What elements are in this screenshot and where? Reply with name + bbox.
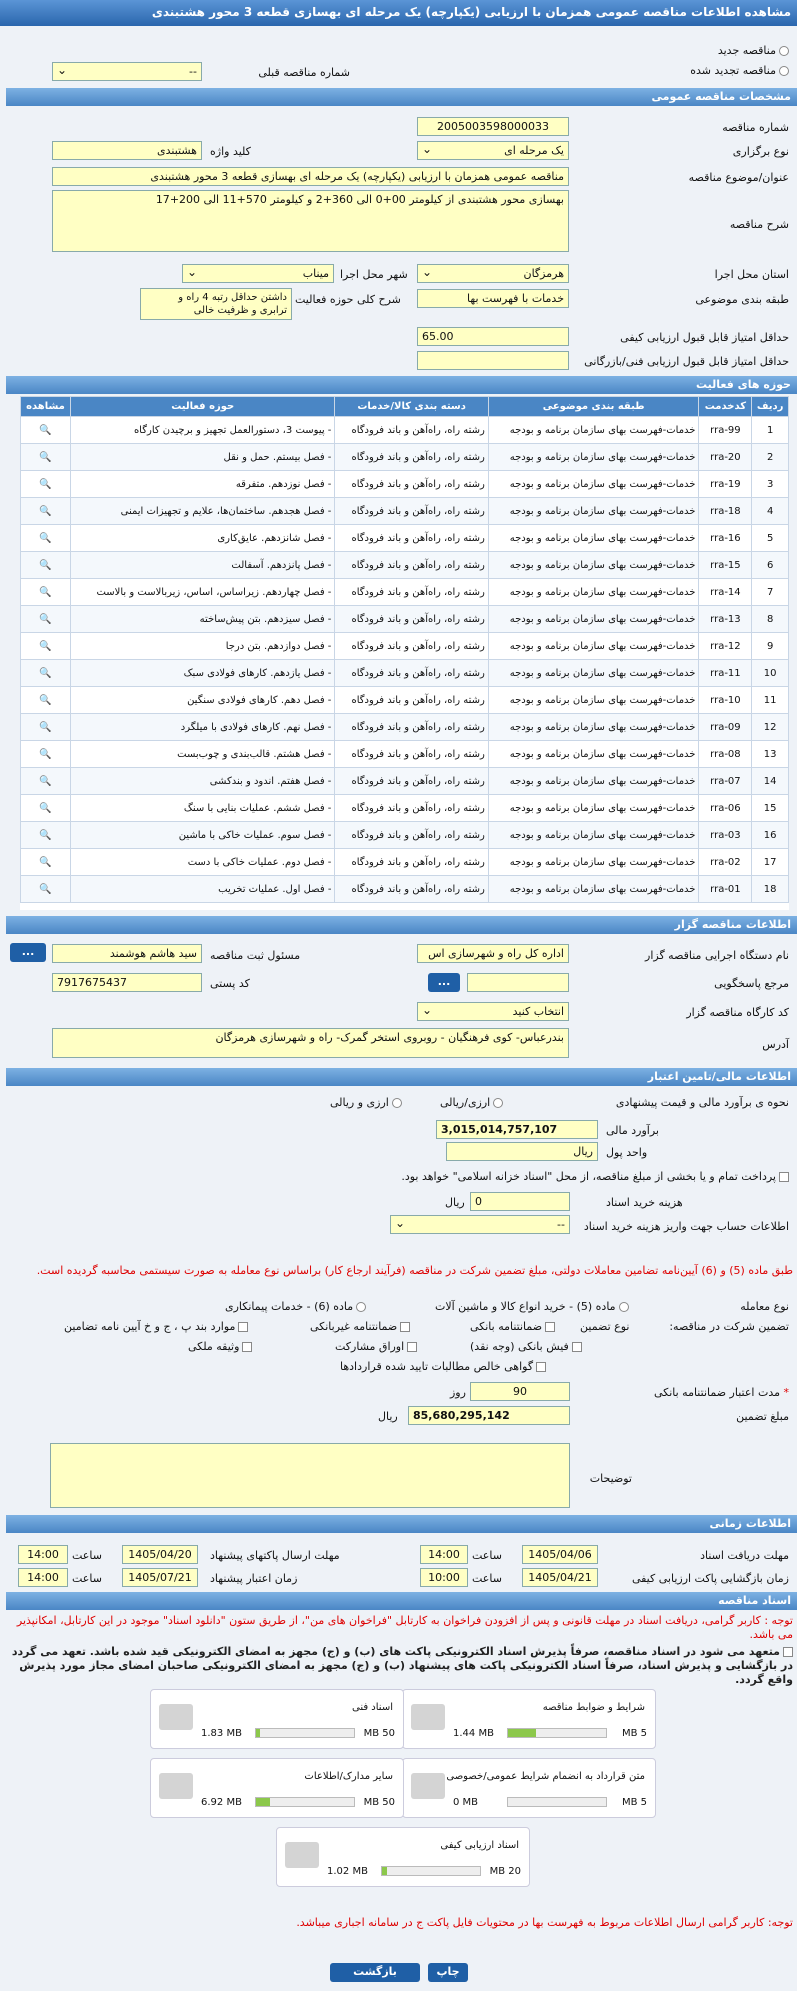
doc-card-name: سایر مدارک/اطلاعات: [304, 1771, 393, 1782]
guarantee-type-label: نوع تضمین: [580, 1320, 630, 1333]
resp-field: سید هاشم هوشمند: [52, 944, 202, 963]
validity-unit: روز: [450, 1386, 466, 1399]
table-cell: رشته راه، راه‌آهن و باند فرودگاه: [335, 471, 488, 498]
view-icon[interactable]: 🔍: [21, 417, 71, 444]
view-icon[interactable]: 🔍: [21, 660, 71, 687]
table-cell: - فصل سوم. عملیات خاکی با ماشین: [71, 822, 335, 849]
guar-property: [188, 1340, 252, 1353]
doc-card[interactable]: [276, 1827, 530, 1887]
doc-card-name: متن قرارداد به انضمام شرایط عمومی/خصوصی: [446, 1771, 645, 1782]
table-row: [21, 471, 789, 498]
currency-field: ریال: [446, 1142, 598, 1161]
table-cell: - فصل هشتم. قالب‌بندی و چوب‌بست: [71, 741, 335, 768]
table-cell: 6: [752, 552, 789, 579]
guar-bank: [470, 1320, 555, 1333]
back-button[interactable]: بازگشت: [330, 1963, 420, 1982]
doc-card-used: 1.83 MB: [201, 1728, 242, 1739]
table-cell: rra-16: [699, 525, 752, 552]
table-cell: خدمات-فهرست بهای سازمان برنامه و بودجه: [488, 741, 699, 768]
table-cell: rra-15: [699, 552, 752, 579]
table-cell: - فصل ششم. عملیات بنایی با سنگ: [71, 795, 335, 822]
guar-other: [64, 1320, 248, 1333]
table-row: [21, 660, 789, 687]
guar-bonds-checkbox[interactable]: [407, 1342, 417, 1352]
table-cell: rra-11: [699, 660, 752, 687]
city-select[interactable]: میناب ⌄: [182, 264, 334, 283]
guar-bank-label: ضمانتنامه بانکی: [470, 1320, 543, 1333]
deal-6-label: ماده (6) - خدمات پیمانکاری: [225, 1300, 354, 1313]
table-cell: rra-06: [699, 795, 752, 822]
view-icon[interactable]: 🔍: [21, 606, 71, 633]
table-cell: - فصل دوم. عملیات خاکی با دست: [71, 849, 335, 876]
activity-col-header: حوزه فعالیت: [71, 397, 335, 417]
table-cell: خدمات-فهرست بهای سازمان برنامه و بودجه: [488, 795, 699, 822]
open-date: 1405/04/21: [522, 1568, 598, 1587]
table-cell: خدمات-فهرست بهای سازمان برنامه و بودجه: [488, 633, 699, 660]
table-cell: - فصل بیستم. حمل و نقل: [71, 444, 335, 471]
table-cell: rra-01: [699, 876, 752, 903]
activity-table: [20, 396, 789, 903]
table-row: [21, 552, 789, 579]
table-cell: 10: [752, 660, 789, 687]
docs-footer-note: توجه: کاربر گرامی ارسال اطلاعات مربوط به فهرست بها در محتویات فایل پاکت ج در سامانه اجباری میباشد.: [296, 1916, 793, 1929]
table-cell: 9: [752, 633, 789, 660]
validity-label: * مدت اعتبار ضمانتنامه بانکی: [653, 1386, 789, 1399]
table-row: [21, 633, 789, 660]
time-header: اطلاعات زمانی: [6, 1515, 797, 1533]
province-select[interactable]: هرمزگان ⌄: [417, 264, 569, 283]
table-row: [21, 849, 789, 876]
table-cell: رشته راه، راه‌آهن و باند فرودگاه: [335, 849, 488, 876]
table-cell: rra-13: [699, 606, 752, 633]
desc-field: بهسازی محور هشتبندی از کیلومتر 00+0 الی 360+2 و کیلومتر 570+11 الی 200+17: [52, 190, 569, 252]
view-icon[interactable]: 🔍: [21, 741, 71, 768]
table-cell: - فصل شانزدهم. عایق‌کاری: [71, 525, 335, 552]
guarantee-warning: طبق ماده (5) و (6) آیین‌نامه تضامین معاملات دولتی، مبلغ تضمین شرکت در مناقصه (فرآیند ارجاع کار) براساس نوع معامله به صورت سیستمی محاسبه گردیده است.: [36, 1264, 793, 1277]
table-cell: rra-10: [699, 687, 752, 714]
radio-rial-label: ارزی/ریالی: [440, 1096, 491, 1109]
number-field: 2005003598000033: [417, 117, 569, 136]
table-cell: 14: [752, 768, 789, 795]
radio-renew[interactable]: [690, 64, 789, 77]
table-cell: - فصل دهم. کارهای فولادی سنگین: [71, 687, 335, 714]
doc-card-bar: [507, 1728, 607, 1738]
address-field: بندرعباس- کوی فرهنگیان - روبروی استخر گمرک- راه و شهرسازی هرمزگان: [52, 1028, 569, 1058]
guar-property-checkbox[interactable]: [242, 1342, 252, 1352]
view-icon[interactable]: 🔍: [21, 876, 71, 903]
radio-rial[interactable]: [440, 1096, 503, 1109]
table-cell: خدمات-فهرست بهای سازمان برنامه و بودجه: [488, 552, 699, 579]
finance-header: اطلاعات مالی/تامین اعتبار: [6, 1068, 797, 1086]
table-cell: 16: [752, 822, 789, 849]
table-row: [21, 687, 789, 714]
doc-card-name: شرایط و ضوابط مناقصه: [542, 1702, 645, 1713]
view-icon[interactable]: 🔍: [21, 795, 71, 822]
folder-icon: [411, 1704, 445, 1730]
table-row: [21, 498, 789, 525]
prev-number-label: شماره مناقصه قبلی: [258, 66, 350, 79]
table-cell: 15: [752, 795, 789, 822]
table-cell: - فصل دوازدهم. بتن درجا: [71, 633, 335, 660]
table-cell: خدمات-فهرست بهای سازمان برنامه و بودجه: [488, 579, 699, 606]
account-select[interactable]: -- ⌄: [390, 1215, 570, 1234]
table-cell: خدمات-فهرست بهای سازمان برنامه و بودجه: [488, 849, 699, 876]
table-row: [21, 417, 789, 444]
table-cell: - فصل هجدهم. ساختمان‌ها، علایم و تجهیزات ایمنی: [71, 498, 335, 525]
doc-card-bar: [255, 1797, 355, 1807]
resp-label: مسئول ثبت مناقصه: [210, 949, 301, 962]
activity-header: حوزه های فعالیت: [6, 376, 797, 394]
table-cell: - فصل نوزدهم. متفرقه: [71, 471, 335, 498]
table-cell: - پیوست 3، دستورالعمل تجهیز و برچیدن کارگاه: [71, 417, 335, 444]
table-cell: - فصل سیزدهم. بتن پیش‌ساخته: [71, 606, 335, 633]
table-cell: رشته راه، راه‌آهن و باند فرودگاه: [335, 525, 488, 552]
table-cell: خدمات-فهرست بهای سازمان برنامه و بودجه: [488, 660, 699, 687]
view-icon[interactable]: 🔍: [21, 633, 71, 660]
validity-time: 14:00: [18, 1568, 68, 1587]
guar-claims: [340, 1360, 546, 1373]
doc-card-name: اسناد فنی: [352, 1702, 393, 1713]
guar-cash-checkbox[interactable]: [572, 1342, 582, 1352]
guar-claims-checkbox[interactable]: [536, 1362, 546, 1372]
min-quality-field: 65.00: [417, 327, 569, 346]
scope-label: شرح کلی حوزه فعالیت: [295, 293, 401, 306]
budget-field: 3,015,014,757,107: [436, 1120, 598, 1139]
table-cell: 1: [752, 417, 789, 444]
table-row: [21, 768, 789, 795]
radio-deal-5[interactable]: [435, 1300, 629, 1313]
table-row: [21, 714, 789, 741]
keyword-label: کلید واژه: [210, 145, 251, 158]
recv-hour-label: ساعت: [472, 1549, 502, 1562]
doc-card-name: اسناد ارزیابی کیفی: [440, 1840, 519, 1851]
recv-label: مهلت دریافت اسناد: [700, 1549, 789, 1562]
table-cell: رشته راه، راه‌آهن و باند فرودگاه: [335, 687, 488, 714]
open-label: زمان بازگشایی پاکت ارزیابی کیفی: [631, 1572, 789, 1585]
activity-col-header: دسته بندی کالا/خدمات: [335, 397, 488, 417]
table-cell: - فصل اول. عملیات تخریب: [71, 876, 335, 903]
table-cell: rra-19: [699, 471, 752, 498]
radio-fx[interactable]: [330, 1096, 402, 1109]
ref-label: مرجع پاسخگویی: [714, 977, 789, 990]
validity-field: 90: [470, 1382, 570, 1401]
doc-card-bar: [381, 1866, 481, 1876]
table-cell: - فصل هفتم. اندود و بندکشی: [71, 768, 335, 795]
table-cell: رشته راه، راه‌آهن و باند فرودگاه: [335, 552, 488, 579]
docs-header: اسناد مناقصه: [6, 1592, 797, 1610]
send-date: 1405/04/20: [122, 1545, 198, 1564]
table-cell: رشته راه، راه‌آهن و باند فرودگاه: [335, 876, 488, 903]
number-label: شماره مناقصه: [722, 121, 789, 134]
keyword-field: هشتبندی: [52, 141, 202, 160]
doc-card-used: 1.44 MB: [453, 1728, 494, 1739]
send-hour-label: ساعت: [72, 1549, 102, 1562]
doc-card[interactable]: [150, 1689, 404, 1749]
table-cell: رشته راه، راه‌آهن و باند فرودگاه: [335, 660, 488, 687]
doc-card-used: 6.92 MB: [201, 1797, 242, 1808]
table-cell: 11: [752, 687, 789, 714]
org-name-field: اداره کل راه و شهرسازی اس: [417, 944, 569, 963]
desc-label: شرح مناقصه: [729, 218, 789, 231]
min-tech-field: [417, 351, 569, 370]
prev-number-select[interactable]: -- ⌄: [52, 62, 202, 81]
table-cell: خدمات-فهرست بهای سازمان برنامه و بودجه: [488, 498, 699, 525]
table-cell: خدمات-فهرست بهای سازمان برنامه و بودجه: [488, 714, 699, 741]
send-time: 14:00: [18, 1545, 68, 1564]
recv-date: 1405/04/06: [522, 1545, 598, 1564]
table-cell: rra-08: [699, 741, 752, 768]
open-time: 10:00: [420, 1568, 468, 1587]
view-icon[interactable]: 🔍: [21, 552, 71, 579]
activity-col-header: طبقه بندی موضوعی: [488, 397, 699, 417]
table-cell: رشته راه، راه‌آهن و باند فرودگاه: [335, 741, 488, 768]
table-cell: 2: [752, 444, 789, 471]
class-field: خدمات با فهرست بها: [417, 289, 569, 308]
postal-field: 7917675437: [52, 973, 202, 992]
notes-label: توضیحات: [589, 1472, 632, 1485]
account-label: اطلاعات حساب جهت واریز هزینه خرید اسناد: [583, 1220, 789, 1233]
amount-unit: ریال: [378, 1410, 398, 1423]
table-cell: rra-14: [699, 579, 752, 606]
validity-time-label: زمان اعتبار پیشنهاد: [210, 1572, 298, 1585]
doc-cost-field: 0: [470, 1192, 570, 1211]
postal-label: کد پستی: [210, 977, 250, 990]
table-cell: - فصل پانزدهم. آسفالت: [71, 552, 335, 579]
budget-label: برآورد مالی: [606, 1124, 659, 1137]
validity-text: مدت اعتبار ضمانتنامه بانکی: [653, 1386, 780, 1399]
doc-card-max: 5 MB: [621, 1728, 647, 1739]
table-cell: rra-20: [699, 444, 752, 471]
deal-5-label: ماده (5) - خرید انواع کالا و ماشین آلات: [435, 1300, 616, 1313]
guar-nonbank-checkbox[interactable]: [400, 1322, 410, 1332]
notes-field: [50, 1443, 570, 1508]
view-icon[interactable]: 🔍: [21, 849, 71, 876]
guarantee-label: تضمین شرکت در مناقصه:: [669, 1320, 789, 1333]
commit-text: متعهد می شود در اسناد مناقصه، صرفاً پذیرش اسناد الکترونیکی پاکت های (ب) و (ج) مجهز به امضای الکترونیکی قید شده باشد. تعهد می گردد در بازگشایی و پذیرش اسناد، صرفاً اسناد الکترونیکی پاکت های پیشنهاد (ب) و (ج) مجهز به امضای الکترونیکی صاحبان امضای مجاز مورد پذیرش واقع گردد.: [11, 1645, 793, 1686]
subject-field: مناقصه عمومی همزمان با ارزیابی (یکپارچه) یک مرحله ای بهسازی قطعه 3 محور هشتبندی: [52, 167, 569, 186]
view-icon[interactable]: 🔍: [21, 498, 71, 525]
table-cell: rra-03: [699, 822, 752, 849]
doc-card-bar-fill: [256, 1729, 260, 1737]
doc-cost-label: هزینه خرید اسناد: [606, 1196, 683, 1209]
table-cell: rra-07: [699, 768, 752, 795]
table-cell: رشته راه، راه‌آهن و باند فرودگاه: [335, 768, 488, 795]
deal-type-label: نوع معامله: [740, 1300, 789, 1313]
city-label: شهر محل اجرا: [340, 268, 408, 281]
doc-card-bar: [507, 1797, 607, 1807]
activity-col-header: ردیف: [752, 397, 789, 417]
doc-card-max: 50 MB: [363, 1797, 395, 1808]
table-cell: - فصل نهم. کارهای فولادی با میلگرد: [71, 714, 335, 741]
table-cell: رشته راه، راه‌آهن و باند فرودگاه: [335, 795, 488, 822]
table-cell: خدمات-فهرست بهای سازمان برنامه و بودجه: [488, 687, 699, 714]
workshop-select[interactable]: انتخاب کنید ⌄: [417, 1002, 569, 1021]
guar-property-label: وثیقه ملکی: [188, 1340, 240, 1353]
table-cell: خدمات-فهرست بهای سازمان برنامه و بودجه: [488, 444, 699, 471]
doc-card[interactable]: [150, 1758, 404, 1818]
print-button[interactable]: چاپ: [428, 1963, 468, 1982]
doc-card[interactable]: [402, 1758, 656, 1818]
table-cell: خدمات-فهرست بهای سازمان برنامه و بودجه: [488, 768, 699, 795]
table-cell: خدمات-فهرست بهای سازمان برنامه و بودجه: [488, 471, 699, 498]
org-name-label: نام دستگاه اجرایی مناقصه گزار: [645, 949, 789, 962]
table-cell: 4: [752, 498, 789, 525]
general-header: مشخصات مناقصه عمومی: [6, 88, 797, 106]
radio-deal-6[interactable]: [225, 1300, 366, 1313]
table-row: [21, 876, 789, 903]
table-cell: - فصل یازدهم. کارهای فولادی سبک: [71, 660, 335, 687]
guar-bank-checkbox[interactable]: [545, 1322, 555, 1332]
doc-card-bar: [255, 1728, 355, 1738]
class-label: طبقه بندی موضوعی: [695, 293, 789, 306]
table-cell: rra-99: [699, 417, 752, 444]
amount-label: مبلغ تضمین: [736, 1410, 789, 1423]
docs-notice: توجه : کاربر گرامی، دریافت اسناد در مهلت قانونی و پس از افزودن فراخوان به کارتابل "فراخوان های من"، از طریق ستون "دانلود اسناد" موجود در این کارتابل، امکانپذیر می باشد.: [16, 1614, 793, 1641]
radio-new[interactable]: [718, 44, 789, 57]
table-cell: رشته راه، راه‌آهن و باند فرودگاه: [335, 822, 488, 849]
guar-nonbank: [310, 1320, 410, 1333]
guar-bonds-label: اوراق مشارکت: [335, 1340, 405, 1353]
radio-renew-label: مناقصه تجدید شده: [690, 64, 776, 77]
subject-label: عنوان/موضوع مناقصه: [688, 171, 789, 184]
type-label: نوع برگزاری: [732, 145, 789, 158]
table-cell: 18: [752, 876, 789, 903]
min-tech-label: حداقل امتیاز قابل قبول ارزیابی فنی/بازرگانی: [584, 355, 789, 368]
doc-card[interactable]: [402, 1689, 656, 1749]
estimate-label: نحوه ی برآورد مالی و قیمت پیشنهادی: [615, 1096, 789, 1109]
ref-lookup-button[interactable]: ...: [428, 973, 460, 992]
table-cell: rra-09: [699, 714, 752, 741]
table-cell: خدمات-فهرست بهای سازمان برنامه و بودجه: [488, 822, 699, 849]
workshop-label: کد کارگاه مناقصه گزار: [686, 1006, 789, 1019]
view-icon[interactable]: 🔍: [21, 444, 71, 471]
table-cell: خدمات-فهرست بهای سازمان برنامه و بودجه: [488, 876, 699, 903]
table-cell: رشته راه، راه‌آهن و باند فرودگاه: [335, 714, 488, 741]
scope-field[interactable]: داشتن حداقل رتبه 4 راه و ترابری و ظرفیت خالی: [140, 288, 292, 320]
folder-icon: [285, 1842, 319, 1868]
recv-time: 14:00: [420, 1545, 468, 1564]
view-icon[interactable]: 🔍: [21, 525, 71, 552]
activity-col-header: مشاهده: [21, 397, 71, 417]
table-cell: رشته راه، راه‌آهن و باند فرودگاه: [335, 606, 488, 633]
send-label: مهلت ارسال پاکتهای پیشنهاد: [210, 1549, 340, 1562]
table-cell: 8: [752, 606, 789, 633]
table-cell: rra-18: [699, 498, 752, 525]
org-header: اطلاعات مناقصه گزار: [6, 916, 797, 934]
folder-icon: [159, 1704, 193, 1730]
view-icon[interactable]: 🔍: [21, 714, 71, 741]
table-row: [21, 444, 789, 471]
table-cell: 7: [752, 579, 789, 606]
table-cell: 13: [752, 741, 789, 768]
validity-date: 1405/07/21: [122, 1568, 198, 1587]
address-label: آدرس: [762, 1038, 789, 1051]
guar-bonds: [335, 1340, 417, 1353]
amount-field: 85,680,295,142: [408, 1406, 570, 1425]
doc-card-used: 0 MB: [453, 1797, 479, 1808]
doc-cost-unit: ریال: [445, 1196, 465, 1209]
table-row: [21, 822, 789, 849]
min-quality-label: حداقل امتیاز قابل قبول ارزیابی کیفی: [620, 331, 789, 344]
doc-card-bar-fill: [508, 1729, 536, 1737]
folder-icon: [159, 1773, 193, 1799]
treasury-note: [401, 1170, 789, 1183]
guar-other-label: موارد بند پ ، ج و خ آیین نامه تضامین: [64, 1320, 236, 1333]
guar-cash: [470, 1340, 582, 1353]
folder-icon: [411, 1773, 445, 1799]
doc-card-max: 20 MB: [489, 1866, 521, 1877]
validity-hour-label: ساعت: [72, 1572, 102, 1585]
table-cell: - فصل چهاردهم. زیراساس، اساس، زیربالاست و بالاست: [71, 579, 335, 606]
resp-lookup-button[interactable]: ...: [10, 943, 46, 962]
treasury-checkbox[interactable]: [779, 1172, 789, 1182]
table-cell: خدمات-فهرست بهای سازمان برنامه و بودجه: [488, 606, 699, 633]
table-cell: رشته راه، راه‌آهن و باند فرودگاه: [335, 579, 488, 606]
table-cell: 12: [752, 714, 789, 741]
view-icon[interactable]: 🔍: [21, 579, 71, 606]
currency-label: واحد پول: [606, 1146, 648, 1159]
table-cell: رشته راه، راه‌آهن و باند فرودگاه: [335, 444, 488, 471]
docs-commitment: [3, 1645, 793, 1687]
doc-card-used: 1.02 MB: [327, 1866, 368, 1877]
province-label: استان محل اجرا: [714, 268, 789, 281]
guar-nonbank-label: ضمانتنامه غیربانکی: [310, 1320, 398, 1333]
guar-other-checkbox[interactable]: [238, 1322, 248, 1332]
table-cell: 17: [752, 849, 789, 876]
table-cell: رشته راه، راه‌آهن و باند فرودگاه: [335, 633, 488, 660]
view-icon[interactable]: 🔍: [21, 768, 71, 795]
table-row: [21, 741, 789, 768]
table-cell: خدمات-فهرست بهای سازمان برنامه و بودجه: [488, 417, 699, 444]
table-cell: 5: [752, 525, 789, 552]
view-icon[interactable]: 🔍: [21, 822, 71, 849]
activity-table-wrap: [20, 396, 789, 910]
radio-fx-label: ارزی و ریالی: [330, 1096, 389, 1109]
guar-claims-label: گواهی خالص مطالبات تایید شده قراردادها: [340, 1360, 534, 1373]
ref-field: [467, 973, 569, 992]
table-row: [21, 525, 789, 552]
table-cell: رشته راه، راه‌آهن و باند فرودگاه: [335, 498, 488, 525]
radio-new-label: مناقصه جدید: [717, 44, 776, 57]
type-select[interactable]: یک مرحله ای ⌄: [417, 141, 569, 160]
table-cell: rra-02: [699, 849, 752, 876]
table-cell: rra-12: [699, 633, 752, 660]
activity-col-header: کدخدمت: [699, 397, 752, 417]
title-bar: مشاهده اطلاعات مناقصه عمومی همزمان با ارزیابی (یکپارچه) یک مرحله ای بهسازی قطعه 3 محور هشتبندی: [0, 0, 797, 26]
table-cell: 3: [752, 471, 789, 498]
doc-card-max: 50 MB: [363, 1728, 395, 1739]
table-cell: خدمات-فهرست بهای سازمان برنامه و بودجه: [488, 525, 699, 552]
view-icon[interactable]: 🔍: [21, 471, 71, 498]
table-row: [21, 606, 789, 633]
doc-card-bar-fill: [382, 1867, 387, 1875]
guar-cash-label: فیش بانکی (وجه نقد): [470, 1340, 569, 1353]
table-row: [21, 579, 789, 606]
table-cell: رشته راه، راه‌آهن و باند فرودگاه: [335, 417, 488, 444]
open-hour-label: ساعت: [472, 1572, 502, 1585]
table-row: [21, 795, 789, 822]
doc-card-max: 5 MB: [621, 1797, 647, 1808]
treasury-text: پرداخت تمام و یا بخشی از مبلغ مناقصه، از محل "اسناد خزانه اسلامی" خواهد بود.: [401, 1170, 776, 1183]
view-icon[interactable]: 🔍: [21, 687, 71, 714]
commit-checkbox[interactable]: [783, 1647, 793, 1657]
doc-card-bar-fill: [256, 1798, 270, 1806]
